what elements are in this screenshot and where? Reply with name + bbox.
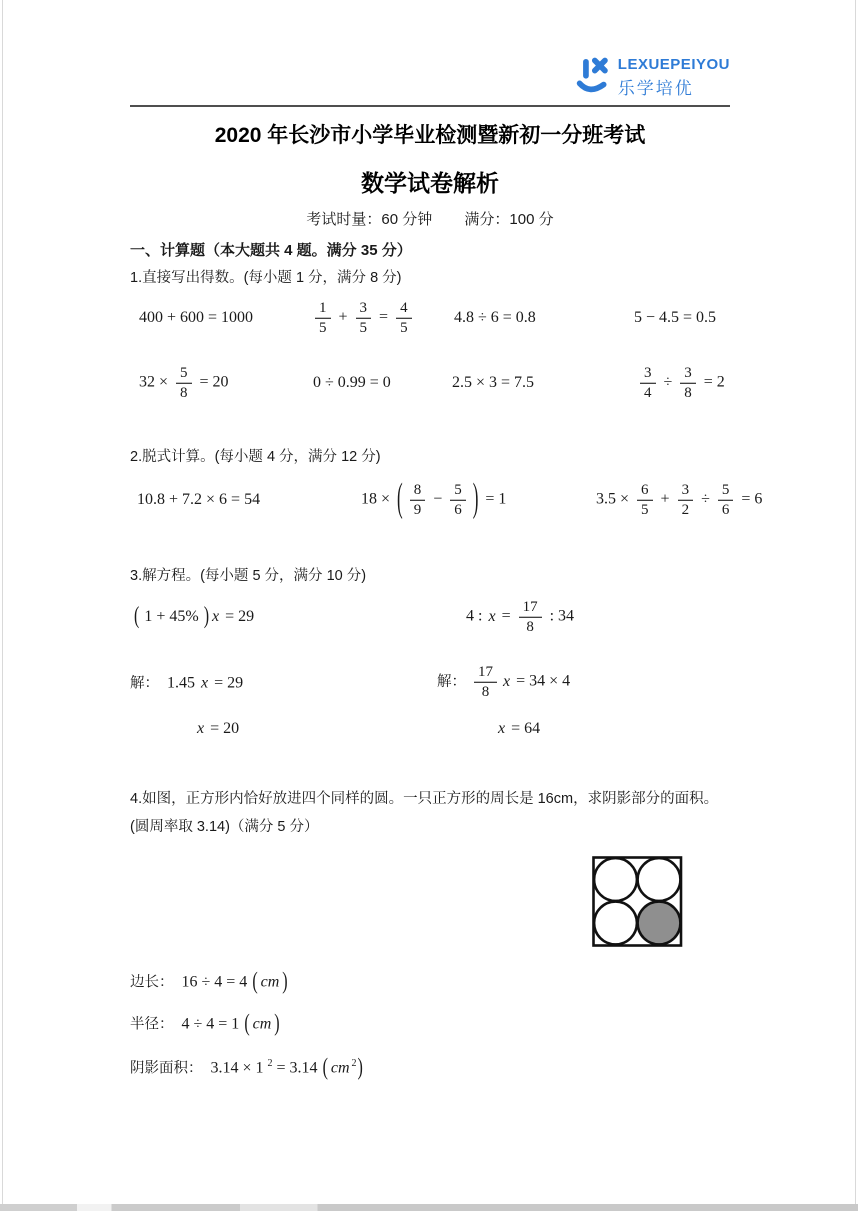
logo-text — [618, 56, 730, 99]
document-content — [130, 0, 767, 1089]
equation: 18 × ( $\frac{8}{9}$ − $\frac{5}{6}$ ) = 1 — [357, 475, 511, 520]
figure-wrap — [130, 855, 730, 949]
solution-step: 阴影面积： 3.14 × 1 $^2$ = 3.14 ( cm $^2$) — [130, 1054, 363, 1081]
equation-row-4 — [130, 589, 730, 645]
circle-top-right — [638, 858, 681, 901]
equation: 10.8 + 7.2 × 6 = 54 — [133, 491, 265, 508]
circle-top-left — [594, 858, 637, 901]
exam-time: 考试时量：60 分钟 — [306, 211, 433, 228]
question1-label: 1.直接写出得数。(每小题 1 分，满分 8 分) — [130, 270, 402, 286]
solution-step: 半径： 4 ÷ 4 = 1 ( cm ) — [130, 1010, 280, 1037]
solution-step: 边长： 16 ÷ 4 = 4 ( cm ) — [130, 968, 288, 995]
equation: 3.5 × $\frac{6}{5}$ + $\frac{3}{2}$ ÷ $\frac{5}{6}$ = 6 — [592, 481, 767, 518]
equation-row-1 — [130, 289, 730, 347]
equation: $\frac{3}{4}$ ÷ $\frac{3}{8}$ = 2 — [636, 364, 729, 403]
four-circles-in-square-figure — [592, 855, 683, 948]
exam-full-score: 满分：100 分 — [464, 211, 554, 228]
q4-solution-line — [130, 1001, 730, 1045]
q4-solution-line — [130, 1045, 730, 1089]
equation: 5 − 4.5 = 0.5 — [630, 309, 721, 326]
equation-row-3 — [130, 468, 767, 532]
exam-meta — [130, 208, 730, 229]
question3-label: 3.解方程。(每小题 5 分，满分 10 分) — [130, 568, 367, 584]
solution-result: x = 64 — [498, 720, 545, 737]
circle-bottom-right-shaded — [638, 901, 681, 944]
equation: 4.8 ÷ 6 = 0.8 — [450, 309, 540, 326]
solution-row-1 — [130, 657, 730, 707]
page-left-edge — [2, 0, 3, 1204]
horizontal-scrollbar[interactable] — [0, 1204, 858, 1211]
equation: ( 1 + 45% ) x = 29 — [134, 603, 259, 629]
solution-step: 解： 1.45 x = 29 — [130, 674, 248, 692]
question2-label: 2.脱式计算。(每小题 4 分，满分 12 分) — [130, 449, 381, 465]
circle-bottom-left — [594, 901, 637, 944]
equation-row-2 — [130, 353, 730, 413]
section1-heading: 一、计算题（本大题共 4 题。满分 35 分） — [130, 242, 412, 259]
equation: 400 + 600 = 1000 — [135, 309, 258, 326]
lexuepeiyou-logo — [572, 55, 730, 99]
logo-brand-en: LEXUEPEIYOU — [617, 55, 730, 73]
equation: 2.5 × 3 = 7.5 — [448, 374, 539, 391]
exam-subtitle: 数学试卷解析 — [361, 170, 499, 196]
equation: 4 : x = $\frac{17}{8}$ : 34 — [462, 598, 579, 635]
page-right-edge — [855, 0, 856, 1204]
equation: $\frac{1}{5}$ + $\frac{3}{5}$ = $\frac{4}{5}$ — [311, 299, 416, 338]
exam-title: 2020 年长沙市小学毕业检测暨新初一分班考试 — [214, 124, 646, 147]
document-header — [130, 0, 730, 107]
equation: 0 ÷ 0.99 = 0 — [309, 374, 395, 391]
equation: 32 × $\frac{5}{8}$ = 20 — [135, 364, 233, 401]
logo-brand-cn: 乐学培优 — [617, 78, 694, 98]
solution-result: x = 20 — [197, 720, 244, 737]
lexuepeiyou-logo-icon — [572, 55, 610, 99]
q4-solution-line — [130, 961, 730, 1001]
solution-step: 解： $\frac{17}{8}$ x = 34 × 4 — [437, 663, 575, 700]
question4-text: 4.如图，正方形内恰好放进四个同样的圆。一只正方形的周长是 16cm，求阴影部分的面积。(圆周率取 3.14)（满分 5 分） — [130, 791, 719, 836]
solution-row-2 — [130, 713, 730, 745]
